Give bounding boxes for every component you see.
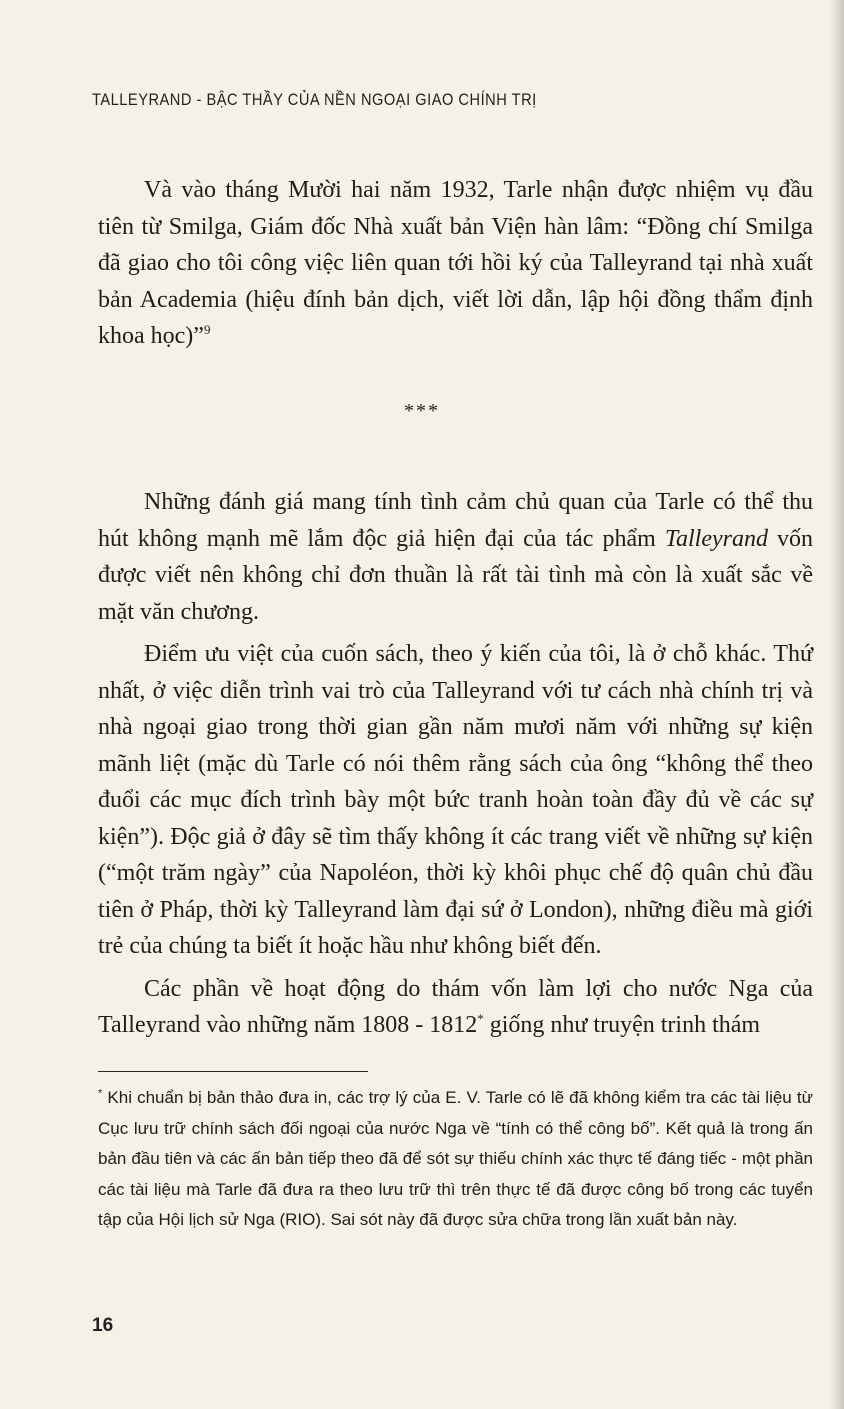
section-1: [98, 172, 813, 355]
footnote-reference: 9: [203, 322, 211, 337]
paragraph-text: Các phần về hoạt động do thám vốn làm lợi cho nước Nga của Talleyrand vào những năm 1808 - 1812: [98, 975, 813, 1038]
paragraph: [98, 172, 813, 355]
running-header: TALLEYRAND - BẬC THẦY CỦA NỀN NGOẠI GIAO CHÍNH TRỊ: [92, 90, 537, 109]
page-number: 16: [92, 1315, 114, 1336]
paragraph-text: Những đánh giá mang tính tình cảm chủ quan của Tarle có thể thu hút không mạnh mẽ lắm độc giả hiện đại của tác phẩm: [98, 489, 813, 552]
paragraph: [98, 636, 813, 965]
book-title: Talleyrand: [664, 525, 768, 552]
paragraph-text: vốn được viết nên không chỉ đơn thuần là rất tài tình mà còn là xuất sắc về mặt văn chương.: [98, 525, 813, 625]
paragraph-text: giống như truyện trinh thám: [483, 1012, 761, 1038]
footnote-reference: *: [477, 1011, 484, 1026]
footnote-text: Khi chuẩn bị bản thảo đưa in, các trợ lý của E. V. Tarle có lẽ đã không kiểm tra các tài liệu từ Cục lưu trữ chính sách đối ngoại của nước Nga về “tính có thể công bố”. Kết quả là trong ấn bản đầu tiên và các ấn bản tiếp theo đã để sót sự thiếu chính xác thực tế đáng tiếc - một phần các tài liệu mà Tarle đã đưa ra theo lưu trữ thì trên thực tế đã được công bố trong các tuyển tập của Hội lịch sử Nga (RIO). Sai sót này đã được sửa chữa trong lần xuất bản này.: [98, 1088, 813, 1229]
footnote-mark: *: [98, 1087, 103, 1100]
footnote-divider: [98, 1071, 368, 1072]
section-separator: ***: [404, 400, 440, 422]
paragraph: [98, 484, 813, 630]
paragraph-text: Điểm ưu việt của cuốn sách, theo ý kiến của tôi, là ở chỗ khác. Thứ nhất, ở việc diễn trình vai trò của Talleyrand với tư cách nhà chính trị và nhà ngoại giao trong thời gian gần năm mươi năm với những sự kiện mãnh liệt (mặc dù Tarle có nói thêm rằng sách của ông “không thể theo đuổi các mục đích trình bày một bức tranh hoàn toàn đầy đủ về các sự kiện”). Độc giả ở đây sẽ tìm thấy không ít các trang viết về những sự kiện (“một trăm ngày” của Napoléon, thời kỳ khôi phục chế độ quân chủ đầu tiên ở Pháp, thời kỳ Talleyrand làm đại sứ ở London), những điều mà giới trẻ của chúng ta biết ít hoặc hầu như không biết đến.: [98, 641, 813, 959]
section-2: [98, 484, 813, 1044]
paragraph: [98, 971, 813, 1044]
footnote: [98, 1083, 813, 1236]
paragraph-text: Và vào tháng Mười hai năm 1932, Tarle nhận được nhiệm vụ đầu tiên từ Smilga, Giám đốc Nhà xuất bản Viện hàn lâm: “Đồng chí Smilga đã giao cho tôi công việc liên quan tới hồi ký của Talleyrand tại nhà xuất bản Academia (hiệu đính bản dịch, viết lời dẫn, lập hội đồng thẩm định khoa học)”: [98, 177, 813, 349]
page-edge-shadow: [830, 0, 844, 1409]
